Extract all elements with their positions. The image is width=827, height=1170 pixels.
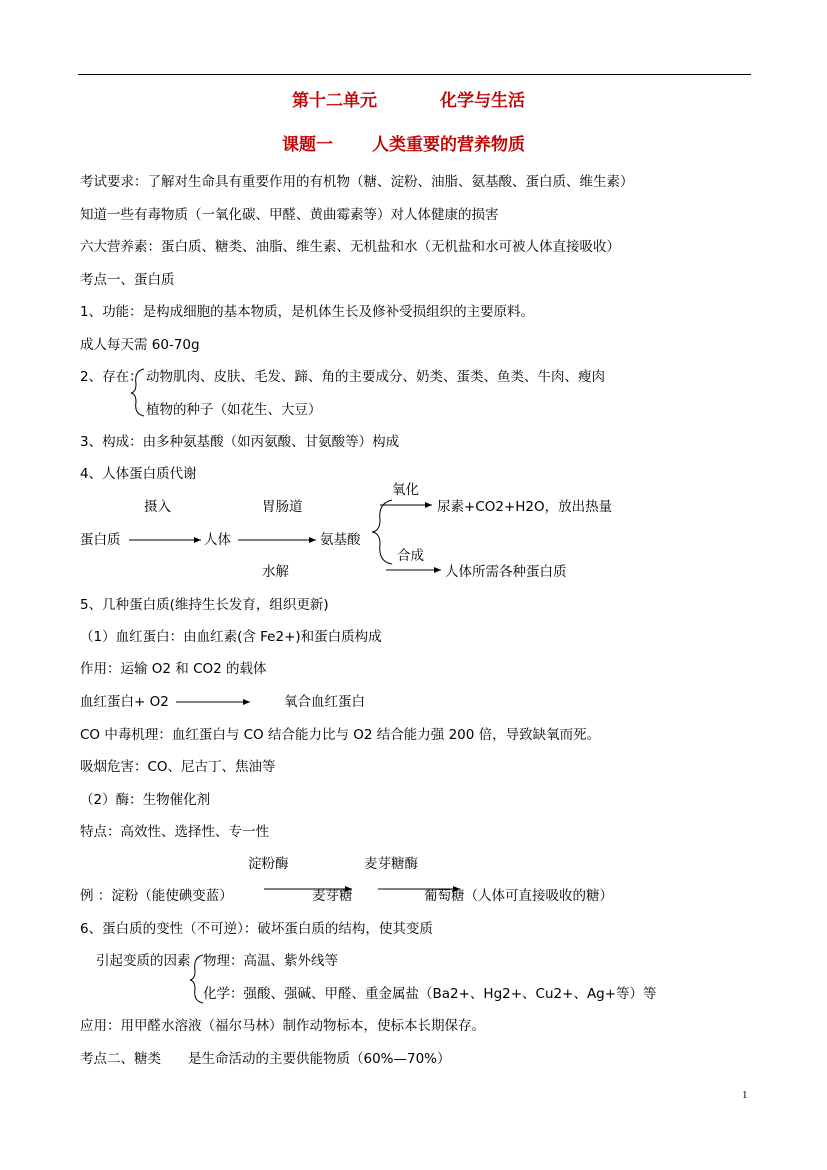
six-nutrients: 六大营养素：蛋白质、糖类、油脂、维生素、无机盐和水（无机盐和水可被人体直接吸收） bbox=[80, 239, 620, 255]
page-number: 1 bbox=[742, 1089, 748, 1101]
gut-label: 胃肠道 bbox=[262, 499, 303, 515]
urea-product: 尿素+CO2+H2O，放出热量 bbox=[437, 499, 613, 515]
lesson-heading: 课题一 bbox=[282, 135, 333, 155]
existence-plant: 植物的种子（如花生、大豆） bbox=[146, 402, 322, 418]
oxyhemoglobin: 氧合血红蛋白 bbox=[284, 694, 365, 710]
exam-requirement: 考试要求：了解对生命具有重要作用的有机物（糖、淀粉、油脂、氨基酸、蛋白质、维生素） bbox=[80, 174, 634, 190]
enzyme-features: 特点：高效性、选择性、专一性 bbox=[80, 824, 269, 840]
protein-composition: 3、构成：由多种氨基酸（如丙氨酸、甘氨酸等）构成 bbox=[80, 434, 400, 450]
existence-animal: 动物肌肉、皮肤、毛发、蹄、角的主要成分、奶类、蛋类、鱼类、牛肉、瘦肉 bbox=[146, 369, 605, 385]
maltase-label: 麦芽糖酶 bbox=[364, 856, 418, 872]
header-rule bbox=[78, 74, 751, 75]
lesson-title: 人类重要的营养物质 bbox=[372, 135, 525, 155]
smoking-harm: 吸烟危害：CO、尼古丁、焦油等 bbox=[80, 759, 276, 775]
key-point-2: 考点二、糖类 是生命活动的主要供能物质（60%—70%） bbox=[80, 1051, 451, 1067]
cause-brace bbox=[190, 955, 203, 1003]
protein-node: 蛋白质 bbox=[80, 532, 121, 548]
cause-physical: 物理：高温、紫外线等 bbox=[203, 953, 338, 969]
key-point-1: 考点一、蛋白质 bbox=[80, 272, 175, 288]
co-poisoning: CO 中毒机理：血红蛋白与 CO 结合能力比与 O2 结合能力强 200 倍，导致缺氧而死。 bbox=[80, 727, 601, 743]
maltose-node: 麦芽糖 bbox=[312, 888, 353, 904]
starch-example: 例 ：淀粉（能使碘变蓝） bbox=[80, 888, 233, 904]
hemoglobin-use: 作用：运输 O2 和 CO2 的载体 bbox=[80, 661, 267, 677]
intake-label: 摄入 bbox=[144, 499, 171, 515]
toxic-substances: 知道一些有毒物质（一氧化碳、甲醛、黄曲霉素等）对人体健康的损害 bbox=[80, 207, 499, 223]
metabolism-heading: 4、人体蛋白质代谢 bbox=[80, 466, 197, 482]
existence-label: 2、存在： bbox=[80, 369, 143, 385]
needed-protein: 人体所需各种蛋白质 bbox=[445, 564, 567, 580]
unit-title: 化学与生活 bbox=[440, 91, 525, 111]
hemoglobin-reactant: 血红蛋白+ O2 bbox=[80, 694, 169, 710]
cause-label: 引起变质的因素 bbox=[96, 953, 191, 969]
body-node: 人体 bbox=[204, 532, 231, 548]
synthesis-label: 合成 bbox=[397, 548, 424, 564]
enzyme: （2）酶：生物催化剂 bbox=[80, 792, 211, 808]
hydrolysis-label: 水解 bbox=[262, 564, 289, 580]
protein-types: 5、几种蛋白质(维持生长发育，组织更新) bbox=[80, 597, 329, 613]
denaturation: 6、蛋白质的变性（不可逆）：破坏蛋白质的结构，使其变质 bbox=[80, 921, 433, 937]
oxidation-label: 氧化 bbox=[392, 482, 419, 498]
cause-chemical: 化学：强酸、强碱、甲醛、重金属盐（Ba2+、Hg2+、Cu2+、Ag+等）等 bbox=[203, 986, 657, 1002]
metabolism-brace bbox=[372, 500, 392, 564]
unit-heading: 第十二单元 bbox=[292, 91, 377, 111]
application: 应用：用甲醛水溶液（福尔马林）制作动物标本，使标本长期保存。 bbox=[80, 1018, 485, 1034]
protein-function: 1、功能：是构成细胞的基本物质，是机体生长及修补受损组织的主要原料。 bbox=[80, 304, 535, 320]
hemoglobin: （1）血红蛋白：由血红素(含 Fe2+)和蛋白质构成 bbox=[80, 629, 382, 645]
amylase-label: 淀粉酶 bbox=[248, 856, 289, 872]
glucose-node: 葡萄糖（人体可直接吸收的糖） bbox=[424, 888, 613, 904]
amino-acid-node: 氨基酸 bbox=[320, 532, 361, 548]
daily-intake: 成人每天需 60-70g bbox=[80, 337, 200, 353]
